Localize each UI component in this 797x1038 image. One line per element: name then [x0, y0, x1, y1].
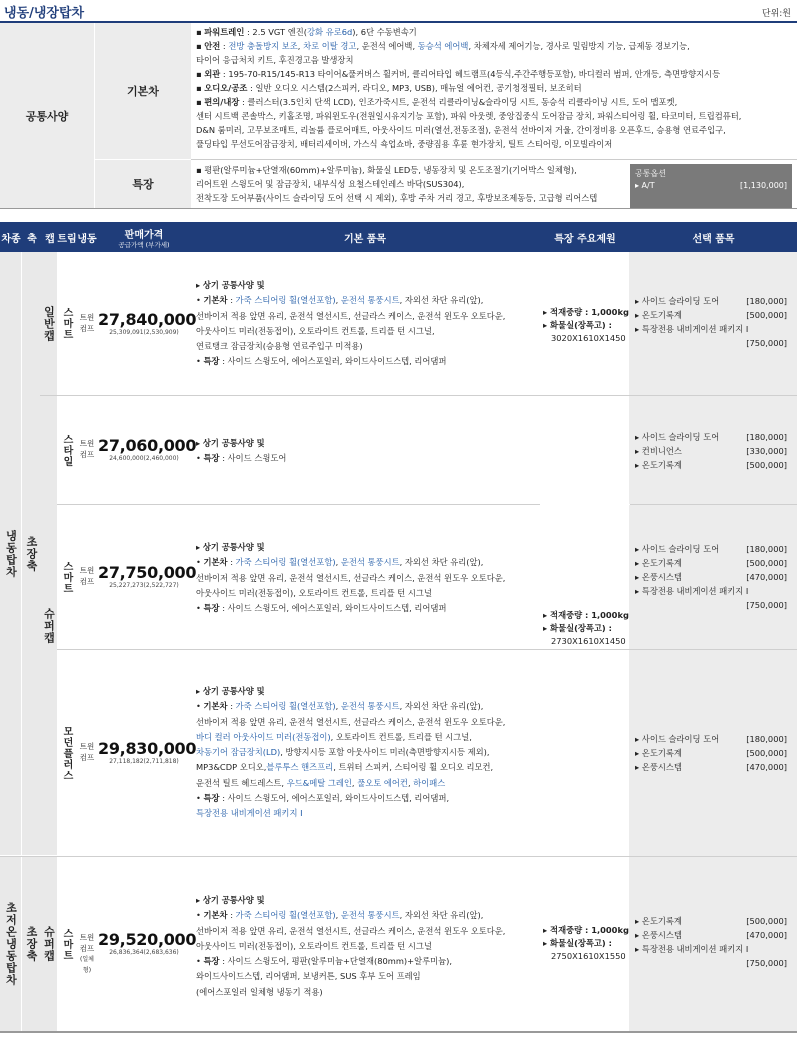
item-line: [196, 791, 536, 806]
bottom-rule: [0, 1031, 797, 1033]
common-option-item: ▸ A/T: [635, 181, 655, 190]
spec-line: ▸ 적재중량 : 1,000kg: [543, 610, 629, 620]
cold-type-line: 컴프: [79, 577, 95, 586]
text-segment: 운전석 통풍시트: [340, 701, 400, 712]
text-segment: ,: [335, 910, 341, 921]
option-item: [635, 308, 787, 322]
text-segment: ▪: [196, 83, 205, 93]
item-line: [196, 776, 536, 791]
col-options: 선택 품목: [692, 233, 735, 245]
text-segment: 가죽 스티어링 휠(열선포함): [235, 701, 336, 712]
text-segment: , 자외선 차단 유리(앞),: [399, 295, 484, 306]
option-item: [635, 430, 787, 444]
spec-cell: [543, 924, 629, 963]
text-segment: 기본차: [203, 295, 228, 306]
text-segment: , 운전석 에어백,: [356, 41, 418, 51]
text-segment: : 195-70-R15/145-R13 타이어&풀커버스 휠커버, 클리어타입 헤드램프(4등식,주간주행등포함), 바디컬러 범퍼, 안개등, 측면방향지시등: [220, 69, 721, 79]
text-segment: •: [196, 557, 204, 568]
text-segment: •: [196, 603, 204, 614]
item-line: [196, 684, 536, 699]
price-value: 27,060,000: [98, 436, 197, 455]
text-segment: ,: [335, 557, 341, 568]
option-item: [635, 956, 787, 970]
price-value: 27,750,000: [98, 563, 197, 582]
option-name: ▸ 특장전용 내비게이션 패키지 Ⅰ: [635, 944, 749, 954]
vehicle-type-refrigerated: 냉동탑차: [0, 252, 21, 855]
special-line: ▪ 평판(알루미늄+단열재(60mm)+알루미늄), 화물실 LED등, 냉동장치 및 온도조절기(기어박스 일체형),: [196, 165, 577, 175]
text-segment: : 사이드 스윙도어, 에어스포일러, 와이드사이드스텝, 리어댐퍼: [219, 356, 447, 367]
text-segment: 오디오/공조: [204, 83, 248, 93]
cab-super: 슈퍼캡: [40, 396, 57, 855]
cold-type-line: 컴프: [79, 753, 95, 762]
text-segment: : 사이드 스윙도어, 평판(알루미늄+단열재(80mm)+알루미늄),: [219, 956, 453, 967]
option-item: [635, 322, 787, 336]
text-segment: 가죽 스티어링 휠(열선포함): [235, 295, 336, 306]
text-segment: 아웃사이드 미러(전동접이), 오토라이트 컨트롤, 트리플 턴 시그널: [196, 940, 432, 951]
text-segment: : 클러스터(3.5인치 단색 LCD), 인조가죽시트, 운전석 리클라이닝&슬라이딩 시트, 동승석 리클라이닝 시트, 도어 맵포켓,: [239, 97, 678, 107]
text-segment: ▸: [196, 542, 203, 552]
item-line: [196, 699, 536, 714]
text-segment: : 사이드 스윙도어, 에어스포일러, 와이드사이드스텝, 리어댐퍼,: [219, 793, 450, 804]
basic-items: [196, 540, 536, 616]
text-segment: •: [196, 793, 204, 804]
text-segment: :: [227, 910, 236, 921]
price-cell: [98, 563, 197, 589]
special-equipment-label: 특장: [95, 160, 191, 208]
text-segment: 차로 이탈 경고: [303, 41, 357, 51]
text-segment: 풀오토 에어컨: [357, 777, 408, 788]
option-name: ▸ 특장전용 내비게이션 패키지 Ⅰ: [635, 586, 749, 596]
text-segment: :: [227, 701, 236, 712]
spec-line: ▸ 적재중량 : 1,000kg: [543, 925, 629, 935]
col-price-label: 판매가격: [124, 229, 164, 241]
item-line: [196, 354, 536, 369]
price-cell: [98, 739, 197, 765]
option-item: [635, 732, 787, 746]
item-line: [196, 293, 536, 308]
text-segment: , 방향지시등 포함 아웃사이드 미러(측면방향지시등 제외),: [280, 747, 490, 758]
basic-spec-line: [196, 81, 796, 95]
option-price: [750,000]: [746, 958, 787, 968]
text-segment: 바디 컬러 아웃사이드 미러(전동접이): [196, 731, 331, 742]
basic-spec-line: [196, 53, 796, 67]
spec-line: 3020X1610X1450: [551, 333, 626, 343]
text-segment: , 트위터 스피커, 스티어링 휠 오디오 리모컨,: [333, 762, 494, 773]
item-line: [196, 555, 536, 570]
item-line: [196, 908, 536, 923]
option-item: [635, 444, 787, 458]
text-segment: ▸: [196, 895, 203, 905]
item-line: [196, 893, 536, 908]
text-segment: 와이드사이드스텝, 리어댐퍼, 보냉커튼, SUS 후부 도어 프레임: [196, 971, 421, 982]
item-line: [196, 571, 536, 586]
price-supply: 25,309,091(2,530,909): [109, 328, 179, 336]
col-basic: 기본 품목: [343, 233, 387, 245]
cold-type-line: 트윈: [79, 933, 95, 942]
option-item: [635, 760, 787, 774]
text-segment: 운전석 통풍시트: [340, 295, 400, 306]
option-price: [470,000]: [746, 762, 787, 772]
option-item: [635, 914, 787, 928]
text-segment: ,: [407, 777, 414, 788]
spec-cell: [543, 609, 629, 648]
text-segment: 아웃사이드 미러(전동접이), 오토라이트 컨트롤, 트리플 턴 시그널,: [196, 325, 435, 336]
cold-type-line: 컴프: [79, 944, 95, 953]
common-option-box: [630, 164, 792, 208]
option-price: [750,000]: [746, 600, 787, 610]
text-segment: 선바이저 적용 앞면 유리, 운전석 열선시트, 선글라스 케이스, 운전석 윈도우 오토다운,: [196, 925, 506, 936]
option-price: [750,000]: [746, 338, 787, 348]
text-segment: •: [196, 956, 204, 967]
option-price: [500,000]: [746, 460, 787, 470]
spec-cell: [543, 306, 629, 345]
cold-type-line: 컴프: [79, 323, 95, 333]
option-name: ▸ 온풍시스템: [635, 762, 682, 772]
option-price: [330,000]: [746, 446, 787, 456]
text-segment: 특장전용 내비게이션 패키지 Ⅰ: [196, 808, 303, 819]
item-line: [196, 969, 536, 984]
col-trim: 트림: [57, 233, 77, 245]
price-supply: 25,227,273(2,522,727): [109, 582, 179, 589]
axle-extra-long-2: 초장축: [22, 857, 40, 1031]
text-segment: :: [227, 295, 236, 306]
text-segment: 선바이저 적용 앞면 유리, 운전석 열선시트, 선글라스 케이스, 운전석 윈도우 오토다운,: [196, 572, 506, 583]
option-item: [635, 584, 787, 598]
text-segment: ▸: [196, 280, 203, 290]
row-divider: [40, 395, 797, 396]
text-segment: 운전석 통풍시트: [340, 557, 400, 568]
option-price: [500,000]: [746, 916, 787, 926]
text-segment: 센터 시트백 콘솔박스, 키홀조명, 파워윈도우(전원일시유지기능 포함), 파워 아웃렛, 중앙집중식 도어잠금 장치, 파워스티어링 휠, 타코미터, 트립컴퓨터,: [196, 111, 742, 121]
text-segment: ▪: [196, 97, 205, 107]
option-name: ▸ 온도기록계: [635, 460, 682, 470]
option-name: ▸ 컨비니언스: [635, 446, 682, 456]
spec-line: ▸ 적재중량 : 1,000kg: [543, 307, 629, 317]
cold-type: [76, 932, 98, 976]
text-segment: 타이어 응급처치 키트, 후진경고음 발생장치: [196, 55, 354, 65]
trim-label: 스마트: [57, 252, 76, 395]
text-segment: (에어스포일러 일체형 냉동기 적용): [196, 986, 323, 997]
page-title: 냉동/냉장탑차: [4, 6, 85, 21]
option-name: ▸ 사이드 슬라이딩 도어: [635, 544, 720, 554]
common-spec-label: 공통사양: [0, 23, 95, 208]
text-segment: 상기 공통사양 및: [202, 686, 265, 696]
text-segment: ▸: [196, 438, 203, 448]
basic-spec-line: [196, 137, 796, 151]
basic-spec-line: [196, 109, 796, 123]
option-name: ▸ 특장전용 내비게이션 패키지 Ⅰ: [635, 324, 749, 334]
option-name: ▸ 온풍시스템: [635, 930, 682, 940]
text-segment: 블루투스 핸즈프리: [266, 762, 334, 773]
item-line: [196, 436, 536, 451]
option-item: [635, 458, 787, 472]
table-header: [0, 222, 797, 252]
cold-type-line: 트윈: [79, 312, 95, 322]
unit-label: 단위:원: [761, 9, 791, 19]
trim-label: 스마트: [57, 505, 76, 649]
option-price: [180,000]: [746, 432, 787, 442]
item-line: [196, 324, 536, 339]
option-list: [635, 732, 787, 774]
option-price: [500,000]: [746, 558, 787, 568]
text-segment: •: [196, 453, 204, 464]
text-segment: 특장: [203, 356, 220, 367]
cold-type-line: (일체형): [80, 956, 94, 974]
spec-line: ▸ 화물실(장폭고) :: [543, 623, 612, 633]
text-segment: 특장: [203, 603, 220, 614]
row-divider: [57, 504, 797, 505]
col-axle: 축: [27, 233, 37, 245]
common-spec-table: [0, 23, 797, 208]
cab-general: 일반캡: [40, 252, 57, 395]
option-item: [635, 942, 787, 956]
item-line: [196, 745, 536, 760]
option-item: [635, 746, 787, 760]
trim-label: 스타일: [57, 396, 76, 504]
text-segment: , 오토라이트 컨트롤, 트리플 턴 시그널,: [330, 731, 472, 742]
option-name: ▸ 온도기록계: [635, 558, 682, 568]
text-segment: 운전석 통풍시트: [340, 910, 400, 921]
row-divider: [57, 649, 797, 650]
basic-spec-line: [196, 67, 796, 81]
option-list: [635, 542, 787, 612]
price-supply: 27,118,182(2,711,818): [109, 758, 179, 765]
option-item: [635, 570, 787, 584]
text-segment: ,: [335, 295, 341, 306]
price-supply: 26,836,364(2,683,636): [109, 949, 179, 956]
item-line: [196, 339, 536, 354]
item-line: [196, 939, 536, 954]
option-list: [635, 430, 787, 472]
text-segment: 외관: [204, 69, 221, 79]
col-spec: 특장 주요제원: [554, 233, 616, 245]
text-segment: :: [220, 41, 229, 51]
text-segment: •: [196, 910, 204, 921]
row-divider: [0, 856, 797, 857]
basic-items: [196, 893, 536, 1000]
text-segment: 풀딩타입 무선도어잠금장치, 배터리세이버, 가스식 쇽업쇼바, 중량짐용 후륜 현가장치, 틸트 스티어링, 이모빌라이저: [196, 139, 613, 149]
text-segment: D&N 룸미러, 고무보조매트, 리놀륨 플로어매트, 아웃사이드 미러(열선,전동조절), 운전석 선바이저 거울, 간이정비용 오픈후드, 승용형 연료주입구,: [196, 125, 726, 135]
text-segment: , 자외선 차단 유리(앞),: [399, 557, 484, 568]
text-segment: 기본차: [203, 557, 228, 568]
option-item: [635, 294, 787, 308]
text-segment: •: [196, 295, 204, 306]
common-option-price: [1,130,000]: [740, 181, 787, 190]
cold-type: [76, 565, 98, 587]
col-price: [98, 222, 190, 252]
cold-type: [76, 312, 98, 334]
text-segment: 상기 공통사양 및: [202, 280, 265, 290]
text-segment: 편의/내장: [204, 97, 240, 107]
basic-spec-line: [196, 39, 796, 53]
price-cell: [98, 309, 197, 336]
col-cab: 캡: [45, 233, 55, 245]
text-segment: :: [227, 557, 236, 568]
item-line: [196, 985, 536, 1000]
divider: [191, 159, 797, 160]
basic-vehicle-label: 기본차: [95, 23, 191, 160]
text-segment: , 차체자세 제어기능, 경사로 밀림방지 기능, 급제동 경보기능,: [468, 41, 690, 51]
text-segment: 파워트레인: [204, 27, 245, 37]
option-price: [180,000]: [746, 544, 787, 554]
divider: [0, 208, 797, 209]
text-segment: 특장: [203, 956, 220, 967]
text-segment: 상기 공통사양 및: [202, 895, 265, 905]
cold-type: [76, 741, 98, 763]
option-name: ▸ 사이드 슬라이딩 도어: [635, 296, 720, 306]
text-segment: , 자외선 차단 유리(앞),: [399, 910, 484, 921]
price-cell: [98, 930, 197, 956]
item-line: [196, 954, 536, 969]
option-item: [635, 928, 787, 942]
text-segment: 하이패스: [413, 777, 446, 788]
text-segment: 상기 공통사양 및: [202, 542, 265, 552]
cab-super-2: 슈퍼캡: [40, 857, 57, 1031]
basic-items: [196, 684, 536, 822]
text-segment: 강화 유로6d: [307, 27, 353, 37]
text-segment: 안전: [204, 41, 221, 51]
item-line: [196, 601, 536, 616]
text-segment: 선바이저 적용 앞면 유리, 운전석 열선시트, 선글라스 케이스, 운전석 윈도우 오토다운,: [196, 716, 506, 727]
option-price: [500,000]: [746, 748, 787, 758]
spec-divider: [540, 504, 630, 505]
basic-spec-line: [196, 25, 796, 39]
basic-spec-line: [196, 123, 796, 137]
text-segment: : 일반 오디오 시스템(2스피커, 라디오, MP3, USB), 매뉴얼 에어컨, 공기청정필터, 보조히터: [247, 83, 582, 93]
basic-spec-line: [196, 95, 796, 109]
option-name: ▸ 사이드 슬라이딩 도어: [635, 432, 720, 442]
option-item: [635, 598, 787, 612]
special-line: 전착도장 도어부품(사이드 슬라이딩 도어 선택 시 제외), 후방 주차 거리 경고, 후방보조제동등, 고급형 리어스텝: [196, 193, 598, 203]
text-segment: 우드&메탈 그레인: [286, 777, 352, 788]
spec-line: 2730X1610X1450: [551, 636, 626, 646]
special-line: 리어트윈 스윙도어 및 잠금장치, 내부식성 요철스테인레스 바닥(SUS304),: [196, 179, 465, 189]
text-segment: ,: [297, 41, 304, 51]
spec-line: ▸ 화물실(장폭고) :: [543, 938, 612, 948]
cold-type: [76, 438, 98, 460]
option-name: ▸ 온도기록계: [635, 310, 682, 320]
text-segment: 기본차: [203, 701, 228, 712]
option-name: ▸ 사이드 슬라이딩 도어: [635, 734, 720, 744]
option-item: [635, 556, 787, 570]
text-segment: ,: [335, 701, 341, 712]
item-line: [196, 806, 536, 821]
cold-type-line: 트윈: [79, 742, 95, 751]
basic-items: [196, 436, 536, 467]
text-segment: : 2.5 VGT 엔진(: [244, 27, 308, 37]
spec-line: 2750X1610X1550: [551, 951, 626, 961]
text-segment: , 자외선 차단 유리(앞),: [399, 701, 484, 712]
item-line: [196, 540, 536, 555]
text-segment: ), 6단 수동변속기: [352, 27, 417, 37]
text-segment: : 사이드 스윙도어, 에어스포일러, 와이드사이드스텝, 리어댐퍼: [219, 603, 447, 614]
cold-type-line: 트윈: [79, 439, 95, 448]
text-segment: 특장: [203, 793, 220, 804]
text-segment: 연료탱크 잠금장치(승용형 연료주입구 미적용): [196, 341, 363, 352]
text-segment: 기본차: [203, 910, 228, 921]
trim-label: 모던플러스: [57, 650, 76, 856]
text-segment: 가죽 스티어링 휠(열선포함): [235, 910, 336, 921]
text-segment: : 사이드 스윙도어: [219, 453, 287, 464]
option-list: [635, 294, 787, 350]
price-supply: 24,600,000(2,460,000): [109, 455, 179, 462]
text-segment: 아웃사이드 미러(전동접이), 오토라이트 컨트롤, 트리플 턴 시그널: [196, 587, 432, 598]
option-name: ▸ 온풍시스템: [635, 572, 682, 582]
text-segment: 선바이저 적용 앞면 유리, 운전석 열선시트, 선글라스 케이스, 운전석 윈도우 오토다운,: [196, 310, 506, 321]
common-option-title: 공통옵션: [635, 169, 666, 178]
option-item: [635, 336, 787, 350]
option-price: [470,000]: [746, 572, 787, 582]
vehicle-type-ultra-low: 초저온냉동탑차: [0, 857, 21, 1031]
price-value: 27,840,000: [98, 309, 197, 329]
text-segment: •: [196, 701, 204, 712]
text-segment: 가죽 스티어링 휠(열선포함): [235, 557, 336, 568]
option-price: [180,000]: [746, 296, 787, 306]
axle-extra-long: 초장축: [22, 252, 40, 855]
item-line: [196, 730, 536, 745]
item-line: [196, 715, 536, 730]
item-line: [196, 309, 536, 324]
special-equipment-specs: [196, 163, 626, 208]
spec-line: ▸ 화물실(장폭고) :: [543, 320, 612, 330]
option-item: [635, 542, 787, 556]
text-segment: ▪: [196, 27, 205, 37]
col-type: 차종: [1, 233, 21, 245]
text-segment: 특장: [203, 453, 220, 464]
item-line: [196, 924, 536, 939]
text-segment: ▪: [196, 69, 205, 79]
price-value: 29,830,000: [98, 739, 197, 758]
cold-type-line: 컴프: [79, 450, 95, 459]
text-segment: ▸: [196, 686, 203, 696]
item-line: [196, 586, 536, 601]
trim-label: 스마트: [57, 857, 76, 1031]
option-name: ▸ 온도기록계: [635, 748, 682, 758]
option-name: ▸ 온도기록계: [635, 916, 682, 926]
col-price-sub: 공급가액 (부가세): [118, 240, 170, 249]
item-line: [196, 278, 536, 293]
item-line: [196, 451, 536, 466]
basic-vehicle-specs: [196, 25, 796, 158]
text-segment: MP3&CDP 오디오,: [196, 762, 267, 773]
cold-type-line: 트윈: [79, 566, 95, 575]
text-segment: 차동기어 잠금장치(LD): [196, 747, 281, 758]
text-segment: 전방 충돌방지 보조: [228, 41, 298, 51]
text-segment: 운전석 틸트 헤드레스트,: [196, 777, 287, 788]
col-cold: 냉동: [77, 233, 97, 245]
option-price: [180,000]: [746, 734, 787, 744]
text-segment: 상기 공통사양 및: [202, 438, 265, 448]
option-price: [500,000]: [746, 310, 787, 320]
option-list: [635, 914, 787, 970]
text-segment: ,: [351, 777, 358, 788]
price-value: 29,520,000: [98, 930, 197, 949]
text-segment: 동승석 에어백: [417, 41, 469, 51]
text-segment: •: [196, 356, 204, 367]
basic-items: [196, 278, 536, 370]
price-cell: [98, 436, 197, 462]
text-segment: ▪: [196, 41, 205, 51]
item-line: [196, 760, 536, 775]
option-price: [470,000]: [746, 930, 787, 940]
